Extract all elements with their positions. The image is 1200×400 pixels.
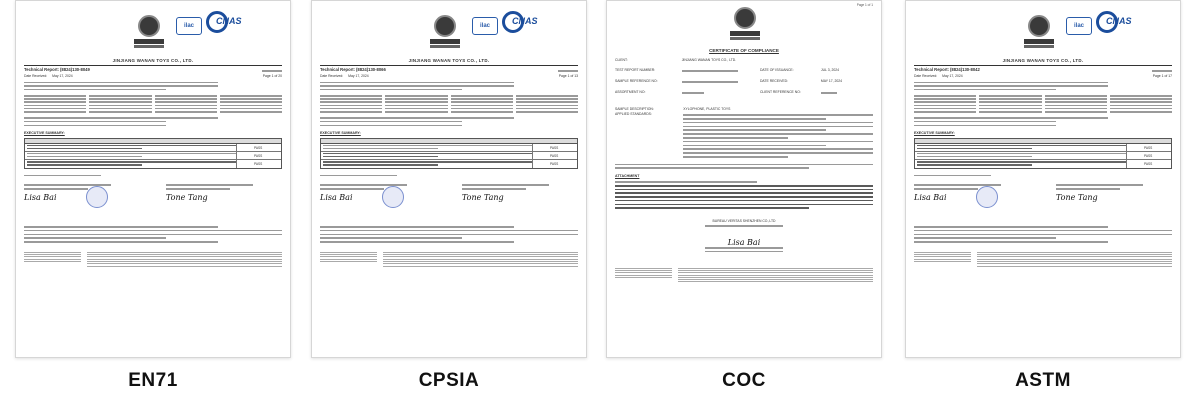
received-label: DATE RECEIVED: — [759, 78, 788, 83]
company-seal — [976, 186, 998, 208]
company-name: JINJIANG WANAN TOYS CO., LTD. — [112, 58, 194, 63]
astm-report-document[interactable] — [905, 0, 1181, 358]
bureau-veritas-logo — [1024, 15, 1054, 49]
date-label: Date Received: — [320, 74, 344, 79]
results-table — [914, 138, 1172, 169]
company-name: JINJIANG WANAN TOYS CO., LTD. — [1002, 58, 1084, 63]
cnas-logo: CNAS — [206, 11, 246, 41]
client-ref-label: CLIENT REFERENCE NO: — [759, 89, 801, 94]
company-seal — [86, 186, 108, 208]
report-label: Technical Report: — [24, 67, 60, 73]
table-row: PASS — [25, 144, 281, 152]
page-number: Page 1 of 20 — [262, 74, 282, 79]
sample-description: XYLOPHONE, PLASTIC TOYS — [683, 106, 731, 111]
ilac-mra-logo: ilac — [472, 17, 498, 35]
sample-info-grid — [24, 93, 282, 114]
results-table — [24, 138, 282, 169]
date-received: May 17, 2024 — [348, 74, 369, 79]
table-row: PASS — [25, 152, 281, 160]
company-name: JINJIANG WANAN TOYS CO., LTD. — [408, 58, 490, 63]
table-row: PASS — [915, 144, 1171, 152]
table-row: PASS — [915, 160, 1171, 168]
legal-footer — [914, 251, 1172, 268]
date-label: Date Received: — [914, 74, 938, 79]
signature: Tone Tang — [461, 192, 504, 202]
report-header — [16, 1, 290, 53]
report-number: (8824)130-8066 — [356, 67, 386, 73]
report-label: Technical Report: — [320, 67, 356, 73]
document-caption: CPSIA — [418, 370, 480, 391]
sample-description-label: SAMPLE DESCRIPTION: — [615, 106, 654, 111]
report-number: (8824)130-8049 — [60, 67, 90, 73]
legal-footer — [615, 266, 873, 283]
bureau-veritas-logo — [730, 7, 760, 41]
client-label: CLIENT: — [615, 58, 628, 63]
date-received: May 17, 2024 — [52, 74, 73, 79]
document-caption: EN71 — [128, 370, 178, 391]
table-row: PASS — [321, 152, 577, 160]
en71-report-document[interactable] — [15, 0, 291, 358]
coc-certificate-document[interactable] — [606, 0, 882, 358]
signature: Lisa Bai — [320, 192, 353, 202]
page-number: Page 1 of 13 — [558, 74, 578, 79]
issuer-name: BUREAU VERITAS SHENZHEN CO.,LTD — [712, 218, 776, 223]
company-seal — [382, 186, 404, 208]
sample-info-grid — [320, 93, 578, 114]
assortment-label: ASSORTMENT NO: — [615, 89, 646, 94]
cpsia-report-document[interactable] — [311, 0, 587, 358]
certificate-title: CERTIFICATE OF COMPLIANCE — [709, 48, 779, 53]
results-table — [320, 138, 578, 169]
sample-ref-label: SAMPLE REFERENCE NO: — [615, 78, 658, 83]
test-report-label: TEST REPORT NUMBER: — [615, 67, 656, 72]
report-label: Technical Report: — [914, 67, 950, 73]
legal-footer — [24, 251, 282, 268]
table-row: PASS — [321, 144, 577, 152]
bureau-veritas-logo — [134, 15, 164, 49]
certificate-fields — [615, 58, 873, 62]
sample-info-grid — [914, 93, 1172, 114]
executive-summary-heading: EXECUTIVE SUMMARY: — [320, 131, 361, 136]
cnas-logo: CNAS — [502, 11, 542, 41]
certificate-header — [607, 1, 881, 47]
cnas-logo: CNAS — [1096, 11, 1136, 41]
table-row: PASS — [25, 160, 281, 168]
received-date: MAY 17, 2024 — [820, 78, 843, 83]
page-number: Page 1 of 17 — [1152, 74, 1172, 79]
report-header — [312, 1, 586, 53]
attachment-heading: ATTACHMENT — [615, 173, 640, 178]
executive-summary-heading: EXECUTIVE SUMMARY: — [24, 131, 65, 136]
signature: Tone Tang — [165, 192, 208, 202]
standards-label: APPLIED STANDARDS: — [615, 112, 652, 117]
table-row: PASS — [915, 152, 1171, 160]
page-number: Page 1 of 1 — [856, 3, 873, 7]
report-number: (8824)130-8042 — [950, 67, 980, 73]
bureau-veritas-logo — [430, 15, 460, 49]
signature-area — [24, 182, 282, 220]
issuer-block — [615, 219, 873, 227]
signature: Lisa Bai — [914, 192, 947, 202]
ilac-mra-logo: ilac — [1066, 17, 1092, 35]
signature-area — [914, 182, 1172, 220]
legal-footer — [320, 251, 578, 268]
date-received: May 17, 2024 — [942, 74, 963, 79]
signature: Lisa Bai — [727, 237, 761, 247]
issuance-label: DATE OF ISSUANCE: — [759, 67, 794, 72]
date-label: Date Received: — [24, 74, 48, 79]
signature: Tone Tang — [1055, 192, 1098, 202]
standards-list — [683, 112, 873, 160]
document-caption: COC — [722, 370, 766, 391]
table-row: PASS — [321, 160, 577, 168]
document-caption: ASTM — [1015, 370, 1071, 391]
attachment-list — [615, 181, 873, 208]
executive-summary-heading: EXECUTIVE SUMMARY: — [914, 131, 955, 136]
client-value: JINJIANG WANAN TOYS CO., LTD. — [681, 58, 737, 63]
ilac-mra-logo: ilac — [176, 17, 202, 35]
report-header — [906, 1, 1180, 53]
signature-area — [320, 182, 578, 220]
signature: Lisa Bai — [24, 192, 57, 202]
issuance-date: JUL 3, 2024 — [820, 67, 840, 72]
